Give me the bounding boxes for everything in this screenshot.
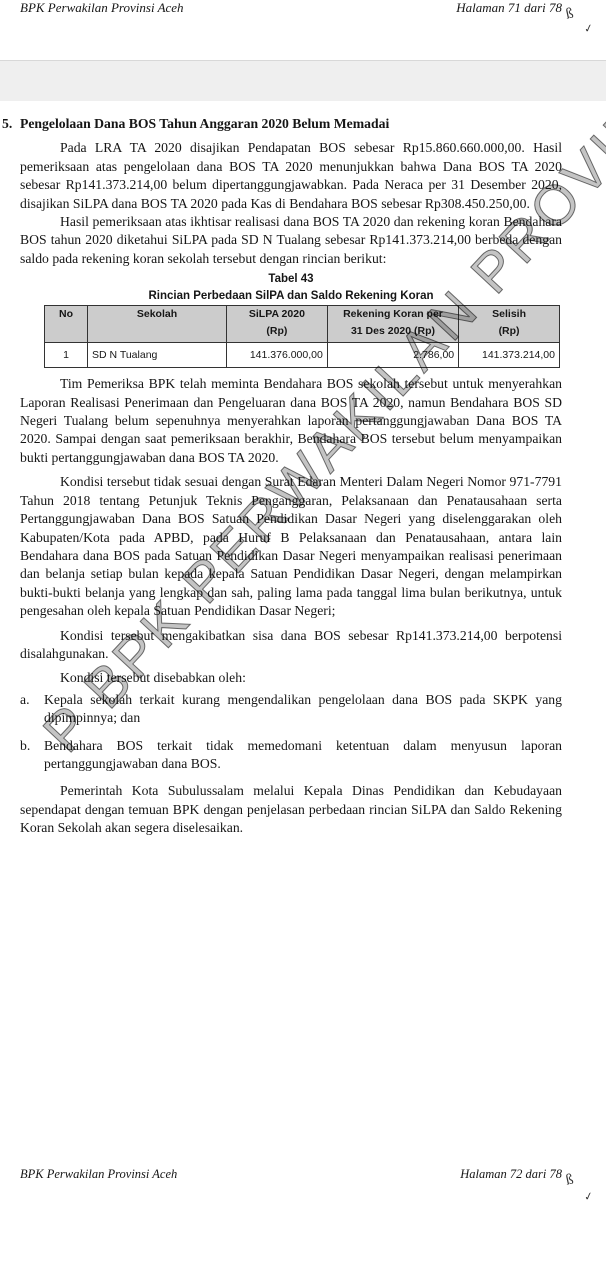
cell-silpa: 141.376.000,00 — [227, 343, 328, 368]
spacer — [20, 368, 562, 375]
table-number: Tabel 43 — [268, 273, 314, 286]
section-number: 5. — [2, 116, 13, 131]
page-71-footer-right: Halaman 71 dari 78 — [456, 0, 562, 15]
causes-list — [20, 691, 562, 774]
table-row — [45, 343, 560, 368]
section-title — [2, 115, 562, 133]
header-silpa — [227, 306, 328, 343]
previous-page-tail — [0, 0, 606, 61]
header-rekening-line2: 31 Des 2020 (Rp) — [350, 325, 435, 338]
cell-selisih: 141.373.214,00 — [459, 343, 560, 368]
paragraph-tim-pemeriksa: Tim Pemeriksa BPK telah meminta Bendahara BOS sekolah tersebut untuk menyerahkan Laporan Realisasi Penerimaan dan Pengeluaran dana BOS TA 2020, namun Bendahara BOS SD Negeri Tualang belum sepenuhnya menyerahkan laporan pertanggungjawaban Dana BOS TA 2020. Sampai dengan saat pemeriksaan berakhir, Bendahara BOS tersebut belum menyampaikan bukti pertanggungjawaban dana BOS TA 2020. — [20, 376, 562, 465]
list-item — [20, 691, 562, 728]
header-silpa-line2: (Rp) — [266, 325, 288, 338]
header-selisih — [459, 306, 560, 343]
cell-rekening: 2.786,00 — [327, 343, 458, 368]
list-marker: b. — [20, 737, 31, 753]
page-gap — [0, 61, 606, 101]
page-content — [2, 115, 562, 838]
section-title-text: Pengelolaan Dana BOS Tahun Anggaran 2020 Belum Memadai — [20, 116, 390, 131]
header-rekening-line1: Rekening Koran per — [343, 308, 443, 321]
cell-no: 1 — [45, 343, 88, 368]
check-mark-icon: ✓ — [582, 22, 595, 36]
page-71-footer-left: BPK Perwakilan Provinsi Aceh — [20, 0, 184, 15]
paragraph-lra: Pada LRA TA 2020 disajikan Pendapatan BOS sebesar Rp15.860.660.000,00. Hasil pemeriksaan atas pengelolaan dana BOS TA 2020 menunjukkan bahwa Dana BOS TA 2020 sebesar Rp141.373.214,00 belum dipertanggungjawabkan. Pada Neraca per 31 Desember 2020, disajikan SiLPA dana BOS TA 2020 pada Kas di Bendahara BOS sebesar Rp308.450.250,00. — [20, 140, 562, 211]
cell-sekolah: SD N Tualang — [88, 343, 227, 368]
header-rekening — [327, 306, 458, 343]
silpa-table — [44, 305, 560, 368]
header-silpa-line1: SiLPA 2020 — [248, 308, 305, 321]
header-no: No — [45, 306, 88, 343]
page-footer-left: BPK Perwakilan Provinsi Aceh — [20, 1167, 178, 1181]
initials-mark-icon: ß — [564, 5, 575, 23]
table-caption — [20, 271, 562, 305]
list-item — [20, 737, 562, 774]
initials-mark-icon: ß — [564, 1171, 575, 1189]
paragraph-akibat: Kondisi tersebut mengakibatkan sisa dana BOS sebesar Rp141.373.214,00 berpotensi disalahgunakan. — [20, 627, 562, 661]
table-title: Rincian Perbedaan SilPA dan Saldo Rekening Koran — [148, 290, 434, 303]
list-marker: a. — [20, 691, 30, 707]
paragraph-tanggapan: Pemerintah Kota Subulussalam melalui Kepala Dinas Pendidikan dan Kebudayaan sependapat dengan temuan BPK dengan penjelasan perbedaan rincian SiLPA dan Saldo Rekening Koran Sekolah akan segera diselesaikan. — [20, 783, 562, 836]
check-mark-icon: ✓ — [582, 1190, 595, 1204]
page-footer-right: Halaman 72 dari 78 — [460, 1167, 562, 1181]
list-item-text: Bendahara BOS terkait tidak memedomani ketentuan dalam menyusun laporan pertanggungjawaban dana BOS. — [44, 737, 562, 771]
paragraph-kriteria: Kondisi tersebut tidak sesuai dengan Surat Edaran Menteri Dalam Negeri Nomor 971-7791 Tahun 2018 tentang Petunjuk Teknis Penganggaran, Pelaksanaan dan Penatausahaan serta Pertanggungjawaban Dana BOS Satuan Pendidikan Dasar Negeri yang diselenggarakan oleh Kabupaten/Kota pada APBD, pada Huruf B Pelaksanaan dan Penatausahaan, antara lain Bendahara dana BOS pada Satuan Pendidikan Dasar Negeri menyampaikan realisasi penerimaan dan belanja setiap bulan kepada kepala Satuan Pendidikan Dasar Negeri, dengan melampirkan bukti-bukti belanja yang lengkap dan sah, paling lama pada tanggal lima bulan berikutnya, untuk pengesahan oleh kepala Satuan Pendidikan Dasar Negeri; — [20, 474, 562, 619]
paragraph-ikhtisar: Hasil pemeriksaan atas ikhtisar realisasi dana BOS TA 2020 dan rekening koran Bendahara BOS tahun 2020 diketahui SiLPA pada SD N Tualang sebesar Rp141.373.214,00 berbeda dengan saldo pada rekening koran sekolah tersebut dengan rincian berikut: — [20, 214, 562, 266]
table-header-row — [45, 306, 560, 343]
paragraph-sebab-intro: Kondisi tersebut disebabkan oleh: — [60, 670, 246, 686]
list-item-text: Kepala sekolah terkait kurang mengendalikan pengelolaan dana BOS pada SKPK yang dipimpinnya; dan — [44, 691, 562, 726]
header-selisih-line1: Selisih — [492, 308, 526, 321]
header-selisih-line2: (Rp) — [498, 325, 520, 338]
header-sekolah: Sekolah — [88, 306, 227, 343]
